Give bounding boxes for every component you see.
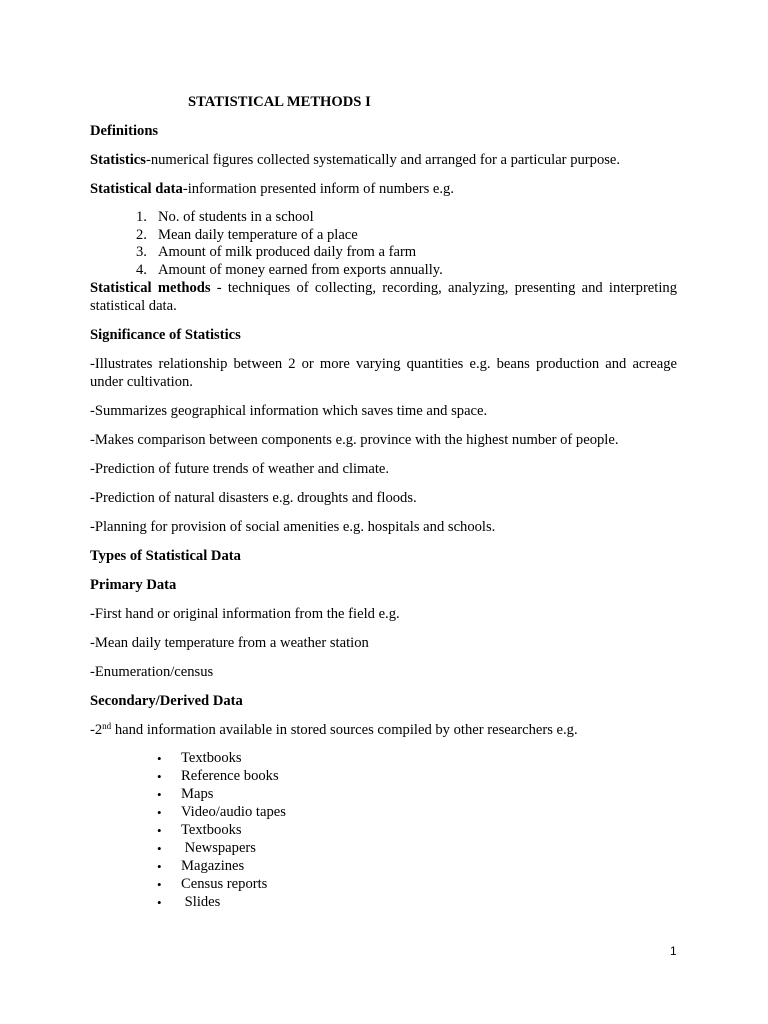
list-item-text: Mean daily temperature of a place — [158, 226, 358, 243]
bullet-icon: • — [157, 805, 162, 821]
bullet-icon: • — [157, 858, 162, 874]
page-number: 1 — [670, 944, 677, 958]
significance-point: -Planning for provision of social amenities e.g. hospitals and schools. — [90, 519, 496, 536]
list-item-number: 4. — [136, 261, 147, 278]
significance-point: -Makes comparison between components e.g. province with the highest number of people. — [90, 432, 619, 449]
list-item — [90, 768, 677, 786]
list-item — [90, 876, 677, 894]
significance-point: -Summarizes geographical information which saves time and space. — [90, 403, 488, 420]
bullet-icon: • — [157, 751, 162, 767]
bullet-icon: • — [157, 769, 162, 785]
statistical-data-term: Statistical data — [90, 181, 183, 197]
list-item-text: Textbooks — [181, 750, 242, 767]
page-content — [90, 93, 677, 912]
list-item — [90, 209, 677, 227]
secondary-prefix: -2 — [90, 722, 103, 739]
list-item — [90, 244, 677, 262]
primary-data-point: -Enumeration/census — [90, 664, 214, 681]
statistical-data-definition — [90, 180, 677, 198]
list-item-number: 3. — [136, 244, 147, 261]
secondary-superscript: nd — [102, 721, 112, 732]
list-item-text: Amount of milk produced daily from a farm — [158, 244, 417, 261]
bullet-icon: • — [157, 840, 162, 856]
primary-data-point: -First hand or original information from the field e.g. — [90, 606, 400, 623]
statistical-data-def-text: -information presented inform of numbers e.g. — [182, 181, 454, 197]
significance-point: -Prediction of natural disasters e.g. droughts and floods. — [90, 490, 417, 507]
types-heading: Types of Statistical Data — [90, 548, 241, 565]
bullet-icon: • — [157, 876, 162, 892]
bullet-icon: • — [157, 894, 162, 910]
statistics-definition — [90, 151, 677, 169]
list-item-text: Video/audio tapes — [181, 804, 286, 821]
list-item-number: 1. — [136, 209, 147, 225]
statistical-methods-def-text: - techniques of collecting, recording, analyzing, presenting and interpreting statistical data. — [90, 280, 677, 315]
list-item — [90, 894, 677, 912]
statistics-term: Statistics — [90, 152, 146, 168]
significance-point: -Illustrates relationship between 2 or more varying quantities e.g. beans production and acreage under cultivation. — [90, 356, 677, 391]
statistics-def-text: -numerical figures collected systematically and arranged for a particular purpose. — [145, 152, 621, 168]
list-item — [90, 750, 677, 768]
significance-point: -Prediction of future trends of weather and climate. — [90, 461, 390, 478]
list-item-text: Newspapers — [181, 839, 256, 856]
examples-list — [90, 209, 677, 279]
statistical-methods-term: Statistical methods — [90, 280, 211, 297]
list-item-text: Maps — [181, 786, 214, 803]
list-item — [90, 822, 677, 840]
list-item-text: Reference books — [181, 768, 279, 785]
primary-data-heading: Primary Data — [90, 577, 177, 594]
list-item-text: Census reports — [181, 875, 268, 892]
list-item-text: No. of students in a school — [158, 209, 314, 225]
list-item — [90, 804, 677, 822]
significance-heading: Significance of Statistics — [90, 327, 241, 344]
secondary-sources-list — [90, 750, 677, 911]
bullet-icon: • — [157, 823, 162, 838]
primary-data-point: -Mean daily temperature from a weather station — [90, 635, 369, 652]
list-item-text: Magazines — [181, 857, 245, 874]
secondary-data-description — [90, 721, 677, 739]
list-item-text: Slides — [181, 893, 221, 910]
list-item — [90, 840, 677, 858]
list-item — [90, 262, 677, 280]
list-item-number: 2. — [136, 226, 147, 243]
list-item — [90, 858, 677, 876]
list-item — [90, 227, 677, 245]
list-item-text: Amount of money earned from exports annually. — [158, 261, 443, 278]
definitions-heading: Definitions — [90, 123, 159, 139]
page-title: STATISTICAL METHODS I — [188, 94, 371, 110]
bullet-icon: • — [157, 787, 162, 803]
secondary-data-heading: Secondary/Derived Data — [90, 693, 243, 710]
list-item — [90, 786, 677, 804]
secondary-description-text: hand information available in stored sources compiled by other researchers e.g. — [111, 722, 578, 739]
statistical-methods-definition — [90, 279, 677, 315]
list-item-text: Textbooks — [181, 822, 242, 838]
